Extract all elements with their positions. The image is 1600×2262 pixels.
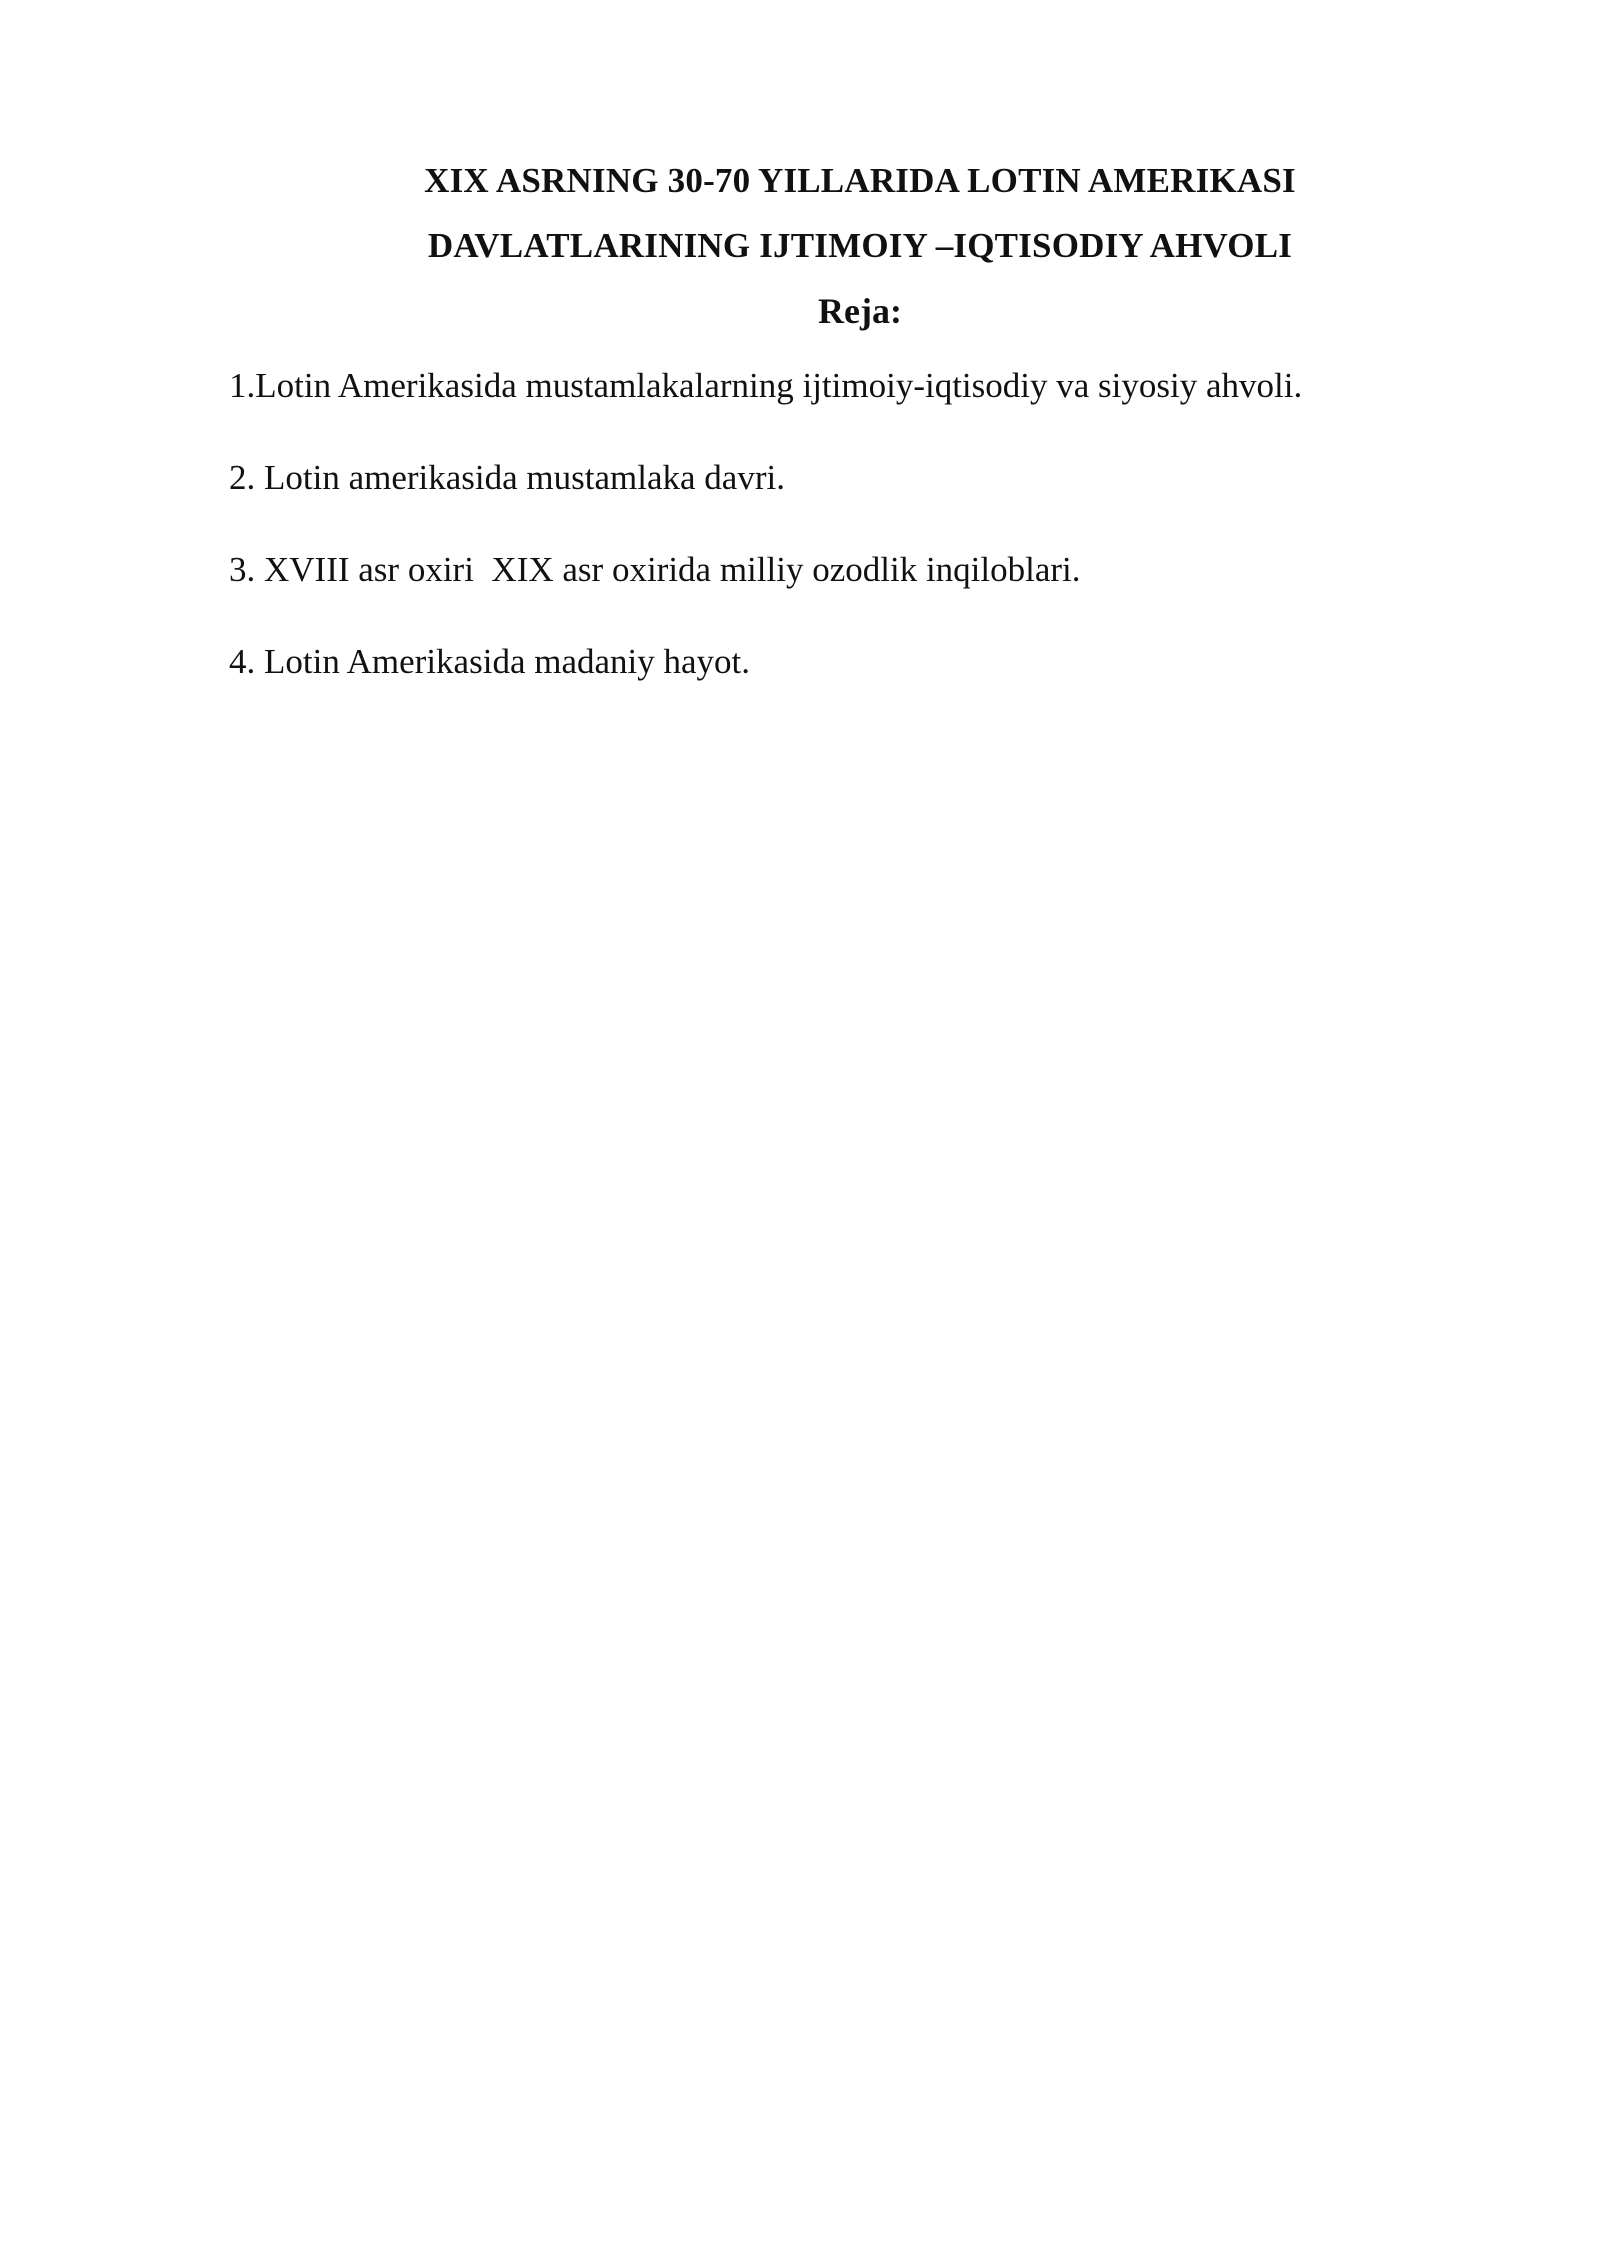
title-block [200,148,1520,344]
plan-item-1: 1.Lotin Amerikasida mustamlakalarning ijtimoiy-iqtisodiy va siyosiy ahvoli. [229,366,1303,405]
plan-item-4: 4. Lotin Amerikasida madaniy hayot. [229,642,751,681]
plan-item-3: 3. XVIII asr oxiri XIX asr oxirida milliy ozodlik inqiloblari. [229,550,1081,589]
document-title-line-2: DAVLATLARINING IJTIMOIY –IQTISODIY AHVOLI [427,226,1293,265]
plan-heading: Reja: [818,291,902,331]
plan-list [229,365,1529,733]
plan-item-2: 2. Lotin amerikasida mustamlaka davri. [229,458,785,497]
document-title-line-1: XIX ASRNING 30-70 YILLARIDA LOTIN AMERIKASI [424,161,1296,200]
